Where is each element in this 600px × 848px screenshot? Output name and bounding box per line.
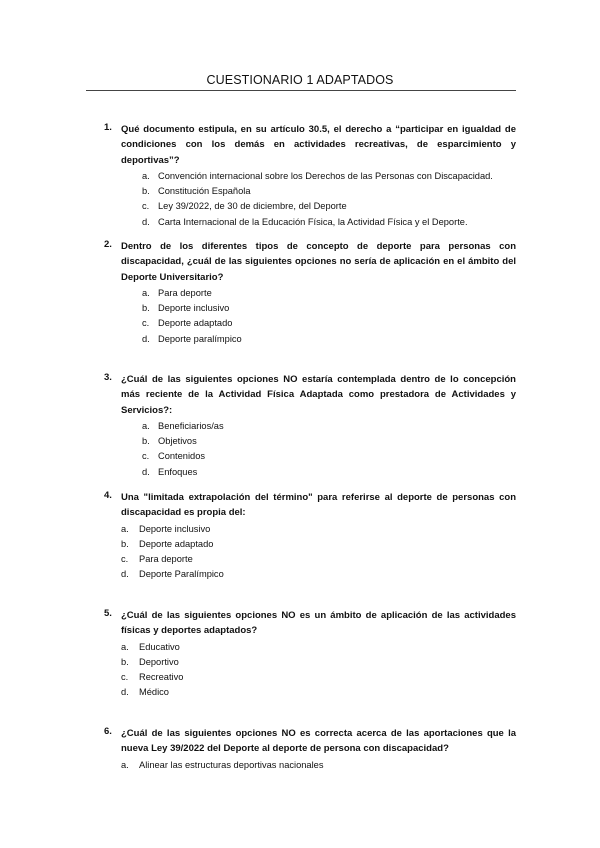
answer-options (104, 286, 516, 347)
question-4 (104, 490, 516, 583)
option-letter: a. (121, 523, 129, 534)
option-text: Ley 39/2022, de 30 de diciembre, del Deporte (158, 201, 347, 212)
option-text: Deporte paralímpico (158, 333, 242, 344)
answer-option[interactable] (104, 758, 516, 773)
answer-option[interactable] (104, 199, 516, 214)
option-letter: c. (142, 201, 150, 212)
option-text: Para deporte (158, 287, 212, 298)
question-text: Una "limitada extrapolación del término" para referirse al deporte de personas con discapacidad es propia del: (121, 492, 516, 519)
option-letter: d. (121, 687, 129, 698)
answer-option[interactable] (104, 434, 516, 449)
option-letter: b. (142, 186, 150, 197)
option-letter: a. (142, 287, 150, 298)
question-number: 2. (104, 239, 112, 250)
question-number: 3. (104, 372, 112, 383)
option-text: Objetivos (158, 436, 197, 447)
question-number: 1. (104, 122, 112, 133)
question-text: ¿Cuál de las siguientes opciones NO estaría contemplada dentro de lo concepción más reciente de la Actividad Física Adaptada como prestadora de Actividades y Servicios?: (121, 374, 516, 416)
option-text: Alinear las estructuras deportivas nacionales (139, 759, 324, 770)
option-text: Convención internacional sobre los Derechos de las Personas con Discapacidad. (158, 170, 493, 181)
answer-option[interactable] (104, 567, 516, 582)
title-underline (86, 90, 516, 91)
option-letter: a. (142, 420, 150, 431)
answer-option[interactable] (104, 316, 516, 331)
answer-option[interactable] (104, 301, 516, 316)
question-number: 4. (104, 490, 112, 501)
answer-options (104, 419, 516, 480)
answer-options (104, 640, 516, 701)
question-1 (104, 122, 516, 230)
answer-option[interactable] (104, 465, 516, 480)
option-text: Deporte Paralímpico (139, 569, 224, 580)
option-letter: d. (142, 216, 150, 227)
option-letter: a. (121, 759, 129, 770)
option-text: Carta Internacional de la Educación Física, la Actividad Física y el Deporte. (158, 216, 468, 227)
option-letter: d. (121, 569, 129, 580)
option-text: Constitución Española (158, 186, 251, 197)
page-title: CUESTIONARIO 1 ADAPTADOS (206, 73, 394, 87)
option-text: Deporte inclusivo (139, 523, 211, 534)
option-letter: c. (121, 672, 129, 683)
question-6 (104, 726, 516, 773)
question-5 (104, 608, 516, 701)
option-letter: a. (121, 641, 129, 652)
answer-option[interactable] (104, 286, 516, 301)
answer-option[interactable] (104, 332, 516, 347)
option-text: Deportivo (139, 656, 179, 667)
option-letter: d. (142, 466, 150, 477)
answer-option[interactable] (104, 670, 516, 685)
question-number: 5. (104, 608, 112, 619)
answer-options (104, 169, 516, 230)
answer-option[interactable] (104, 685, 516, 700)
option-letter: b. (142, 436, 150, 447)
option-text: Beneficiarios/as (158, 420, 224, 431)
question-text: ¿Cuál de las siguientes opciones NO es correcta acerca de las aportaciones que la nueva Ley 39/2022 del Deporte al deporte de persona con discapacidad? (121, 728, 516, 755)
option-letter: b. (142, 303, 150, 314)
option-text: Para deporte (139, 554, 193, 565)
answer-option[interactable] (104, 655, 516, 670)
question-2 (104, 239, 516, 347)
question-text: Dentro de los diferentes tipos de concepto de deporte para personas con discapacidad, ¿cuál de las siguientes opciones no sería de aplicación en el ámbito del Deporte Universitario? (121, 241, 516, 283)
option-letter: b. (121, 538, 129, 549)
option-letter: c. (142, 451, 150, 462)
answer-options (104, 522, 516, 583)
question-text: ¿Cuál de las siguientes opciones NO es un ámbito de aplicación de las actividades físicas y deportes adaptados? (121, 610, 516, 637)
answer-option[interactable] (104, 552, 516, 567)
answer-option[interactable] (104, 169, 516, 184)
option-text: Médico (139, 687, 169, 698)
option-text: Deporte inclusivo (158, 303, 230, 314)
answer-option[interactable] (104, 522, 516, 537)
answer-option[interactable] (104, 640, 516, 655)
question-number: 6. (104, 726, 112, 737)
option-text: Recreativo (139, 672, 184, 683)
answer-option[interactable] (104, 537, 516, 552)
question-text: Qué documento estipula, en su artículo 30.5, el derecho a “participar en igualdad de condiciones con los demás en actividades recreativas, de esparcimiento y deportivas”? (121, 124, 516, 166)
option-text: Deporte adaptado (158, 318, 233, 329)
option-text: Deporte adaptado (139, 538, 214, 549)
answer-options (104, 758, 516, 773)
answer-option[interactable] (104, 215, 516, 230)
option-letter: a. (142, 170, 150, 181)
option-letter: c. (121, 554, 129, 565)
option-text: Educativo (139, 641, 180, 652)
answer-option[interactable] (104, 419, 516, 434)
option-text: Contenidos (158, 451, 206, 462)
answer-option[interactable] (104, 184, 516, 199)
option-letter: d. (142, 333, 150, 344)
answer-option[interactable] (104, 449, 516, 464)
question-3 (104, 372, 516, 480)
option-letter: c. (142, 318, 150, 329)
option-text: Enfoques (158, 466, 198, 477)
option-letter: b. (121, 656, 129, 667)
